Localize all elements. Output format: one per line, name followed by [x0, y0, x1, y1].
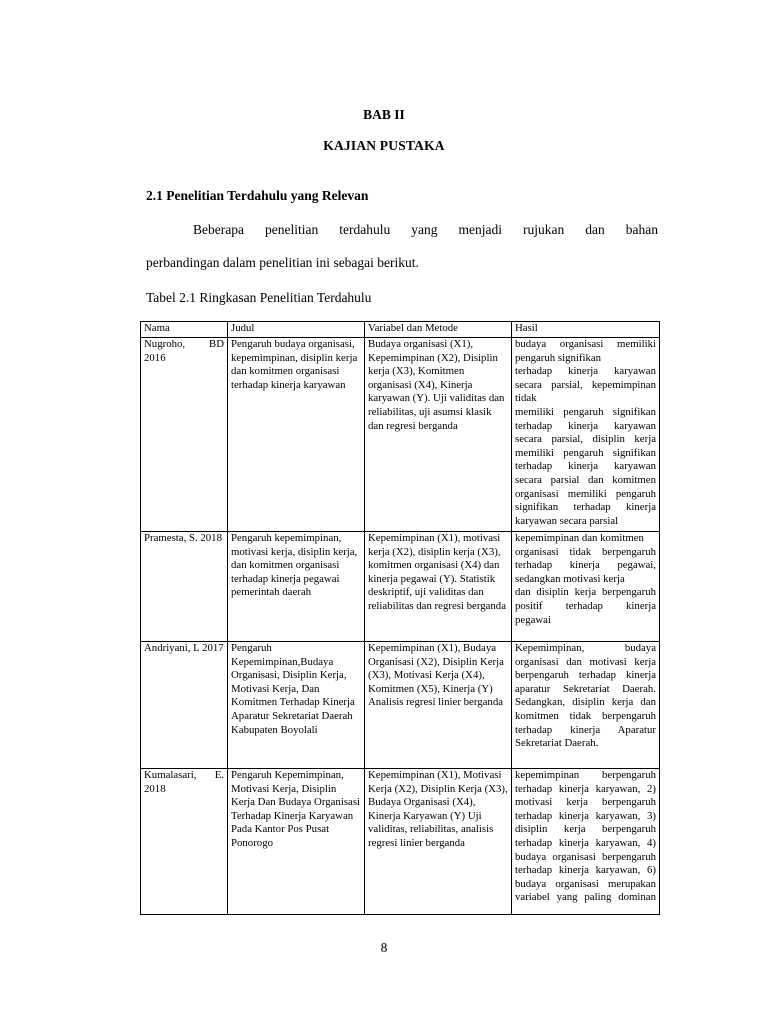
result-line: terhadap kinerja karyawan — [515, 460, 656, 473]
result-line: budaya organisasi berpengaruh — [515, 850, 656, 863]
cell-judul: Pengaruh budaya organisasi, kepemimpinan, disiplin kerja dan komitmen organisasi terhadap kinerja karyawan — [228, 338, 365, 532]
result-line: terhadap kinerja pegawai, — [515, 559, 656, 572]
cell-variabel: Kepemimpinan (X1), Motivasi Kerja (X2), Disiplin Kerja (X3), Budaya Organisasi (X4), Kinerja Karyawan (Y) Uji validitas, reliabilitas, analisis regresi linier berganda — [365, 769, 512, 915]
result-line: budaya organisasi merupakan — [515, 877, 656, 890]
cell-hasil — [512, 532, 660, 642]
cell-judul: Pengaruh kepemimpinan, motivasi kerja, disiplin kerja, dan komitmen organisasi terhadap kinerja pegawai pemerintah daerah — [228, 532, 365, 642]
cell-variabel: Kepemimpinan (X1), motivasi kerja (X2), disiplin kerja (X3), komitmen organisasi (X4) dan kinerja pegawai (Y). Statistik deskriptif, uji validitas dan reliabilitas dan regresi berganda — [365, 532, 512, 642]
result-line: organisasi memiliki pengaruh — [515, 487, 656, 500]
chapter-number: BAB II — [363, 107, 405, 122]
result-line: sedangkan motivasi kerja — [515, 572, 625, 585]
cell-nama: Nugroho, BD 2016 — [141, 338, 228, 532]
table-header-row — [141, 322, 660, 338]
paragraph-line-1: Beberapa penelitian terdahulu yang menjadi rujukan dan bahan — [193, 222, 658, 237]
cell-hasil — [512, 769, 660, 915]
cell-hasil — [512, 642, 660, 769]
result-line: kepemimpinan dan komitmen — [515, 532, 644, 544]
header-nama: Nama — [141, 322, 228, 338]
result-line: memiliki pengaruh signifikan — [515, 446, 656, 459]
result-line: terhadap kinerja karyawan — [515, 365, 656, 378]
result-line: Sedangkan, disiplin kerja dan — [515, 696, 656, 709]
table-row — [141, 338, 660, 532]
result-line: terhadap kinerja karyawan — [515, 419, 656, 432]
result-line: tidak — [515, 392, 537, 405]
chapter-title: KAJIAN PUSTAKA — [323, 138, 445, 153]
cell-variabel: Kepemimpinan (X1), Budaya Organisasi (X2), Disiplin Kerja (X3), Motivasi Kerja (X4), Komitmen (X5), Kinerja (Y) Analisis regresi linier berganda — [365, 642, 512, 769]
result-line: komitmen tidak berpengaruh — [515, 709, 656, 722]
cell-variabel: Budaya organisasi (X1), Kepemimpinan (X2), Disiplin kerja (X3), Komitmen organisasi (X4), Kinerja karyawan (Y). Uji validitas dan reliabilitas, uji asumsi klasik dan regresi berganda — [365, 338, 512, 532]
result-line: memiliki pengaruh signifikan — [515, 405, 656, 418]
header-hasil: Hasil — [512, 322, 660, 338]
cell-judul: Pengaruh Kepemimpinan, Motivasi Kerja, Disiplin Kerja Dan Budaya Organisasi Terhadap Kinerja Karyawan Pada Kantor Pos Pusat Ponorogo — [228, 769, 365, 915]
result-line: dan disiplin kerja berpengaruh — [515, 586, 656, 599]
result-line: terhadap kinerja karyawan, 2) — [515, 782, 656, 795]
result-line: secara parsial dan komitmen — [515, 473, 656, 486]
result-line: Sekretariat Daerah. — [515, 737, 599, 750]
result-line: terhadap kinerja karyawan, 3) — [515, 809, 656, 822]
header-variabel: Variabel dan Metode — [365, 322, 512, 338]
section-heading: 2.1 Penelitian Terdahulu yang Relevan — [146, 188, 369, 203]
result-line: pengaruh signifikan — [515, 351, 602, 364]
cell-judul: Pengaruh Kepemimpinan,Budaya Organisasi, Disiplin Kerja, Motivasi Kerja, Dan Komitmen Terhadap Kinerja Aparatur Sekretariat Daerah Kabupaten Boyolali — [228, 642, 365, 769]
research-summary-table — [140, 321, 660, 915]
result-line: motivasi kerja berpengaruh — [515, 796, 656, 809]
result-line: terhadap kinerja karyawan, 6) — [515, 864, 656, 877]
table-row — [141, 532, 660, 642]
result-line: Kepemimpinan, budaya — [515, 642, 656, 654]
table-row — [141, 769, 660, 915]
cell-nama: Kumalasari, E. 2018 — [141, 769, 228, 915]
result-line: secara parsial, disiplin kerja — [515, 433, 656, 446]
result-line: aparatur Sekretariat Daerah. — [515, 682, 656, 695]
result-line: budaya organisasi memiliki — [515, 338, 656, 350]
cell-nama: Pramesta, S. 2018 — [141, 532, 228, 642]
table-caption: Tabel 2.1 Ringkasan Penelitian Terdahulu — [146, 290, 372, 305]
table-body — [141, 338, 660, 915]
result-line: positif terhadap kinerja — [515, 599, 656, 612]
result-line: secara parsial, kepemimpinan — [515, 378, 656, 391]
result-line: terhadap kinerja karyawan, 4) — [515, 836, 656, 849]
page-number: 8 — [380, 940, 388, 955]
header-judul: Judul — [228, 322, 365, 338]
table-row — [141, 642, 660, 769]
result-line: karyawan secara parsial — [515, 514, 619, 527]
result-line: kepemimpinan berpengaruh — [515, 769, 656, 781]
result-line: terhadap kinerja Aparatur — [515, 723, 656, 736]
result-line: pegawai — [515, 613, 551, 626]
result-line: variabel yang paling dominan — [515, 891, 656, 904]
result-line: berpengaruh terhadap kinerja — [515, 669, 656, 682]
cell-nama: Andriyani, L 2017 — [141, 642, 228, 769]
paragraph-line-2: perbandingan dalam penelitian ini sebagai berikut. — [146, 255, 419, 270]
cell-hasil — [512, 338, 660, 532]
result-line: disiplin kerja berpengaruh — [515, 823, 656, 836]
result-line: signifikan terhadap kinerja — [515, 501, 656, 514]
result-line: organisasi dan motivasi kerja — [515, 655, 656, 668]
result-line: organisasi tidak berpengaruh — [515, 545, 656, 558]
